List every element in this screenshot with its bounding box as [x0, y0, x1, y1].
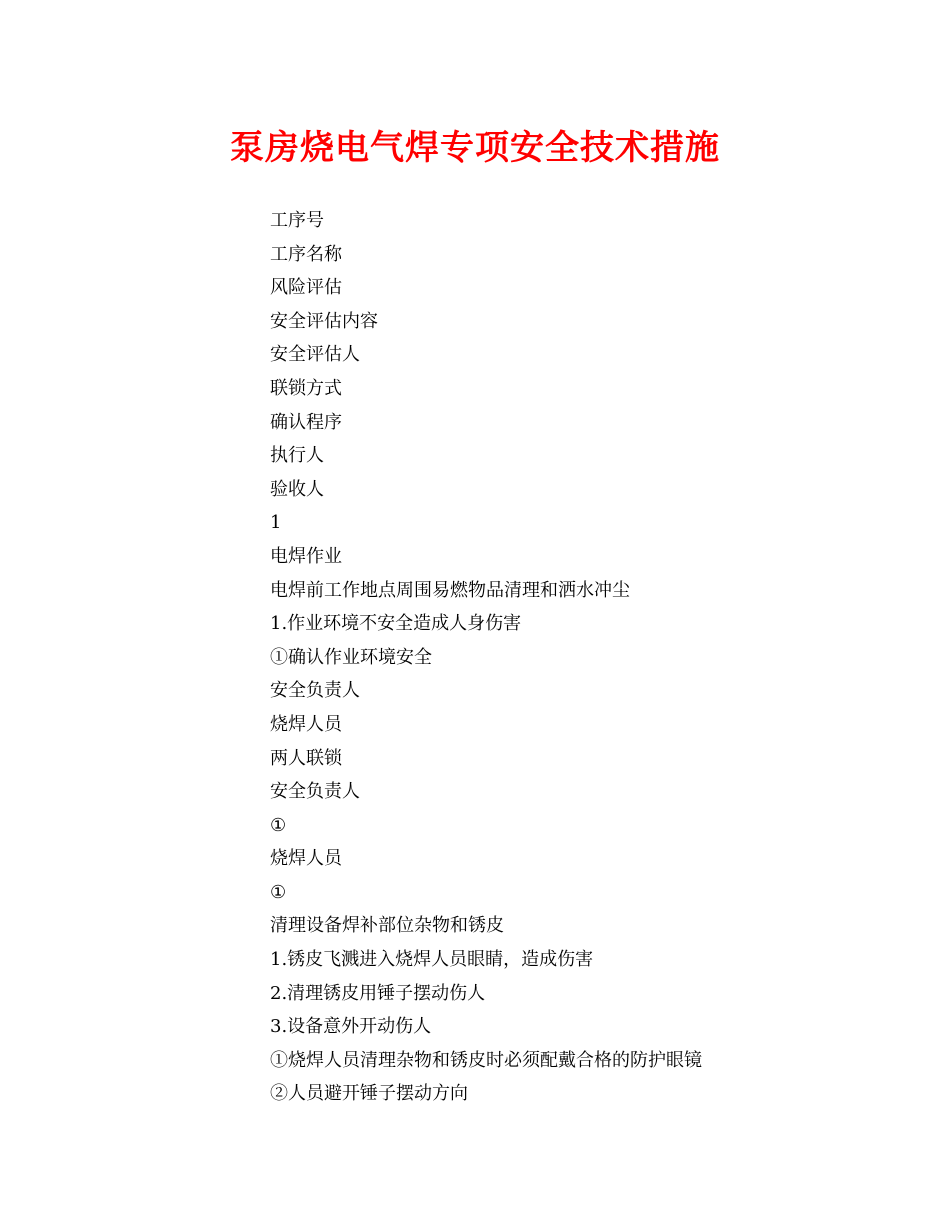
text-line: 1.作业环境不安全造成人身伤害: [270, 613, 522, 635]
text-line: ②人员避开锤子摆动方向: [270, 1083, 468, 1105]
text-line: 确认程序: [270, 411, 342, 433]
text-line: 烧焊人员: [270, 848, 342, 870]
text-line: 执行人: [270, 445, 324, 467]
text-line: ①确认作业环境安全: [270, 646, 432, 668]
text-line: 工序名称: [270, 243, 342, 265]
document-title: 泵房烧电气焊专项安全技术措施: [230, 128, 720, 168]
text-line: 电焊作业: [270, 545, 342, 567]
text-line: 安全负责人: [270, 680, 360, 702]
text-line: 工序号: [270, 210, 324, 231]
text-line: 两人联锁: [270, 747, 342, 769]
text-line: 联锁方式: [270, 377, 342, 399]
text-line: 1.锈皮飞溅进入烧焊人员眼睛，造成伤害: [270, 949, 594, 971]
text-line: 验收人: [270, 478, 324, 500]
text-line: ①: [270, 814, 287, 836]
document-body: [270, 204, 910, 1111]
text-line: 烧焊人员: [270, 713, 342, 735]
text-line: ①: [270, 881, 287, 903]
text-line: ①烧焊人员清理杂物和锈皮时必须配戴合格的防护眼镜: [270, 1049, 702, 1071]
text-line: 2.清理锈皮用锤子摆动伤人: [270, 982, 486, 1004]
text-line: 1: [270, 512, 282, 534]
text-line: 安全评估人: [270, 344, 360, 366]
text-line: 安全负责人: [270, 781, 360, 803]
text-line: 风险评估: [270, 277, 342, 299]
text-line: 3.设备意外开动伤人: [270, 1016, 432, 1038]
text-line: 清理设备焊补部位杂物和锈皮: [270, 915, 504, 937]
text-line: 电焊前工作地点周围易燃物品清理和洒水冲尘: [270, 579, 630, 601]
text-line: 安全评估内容: [270, 310, 378, 332]
